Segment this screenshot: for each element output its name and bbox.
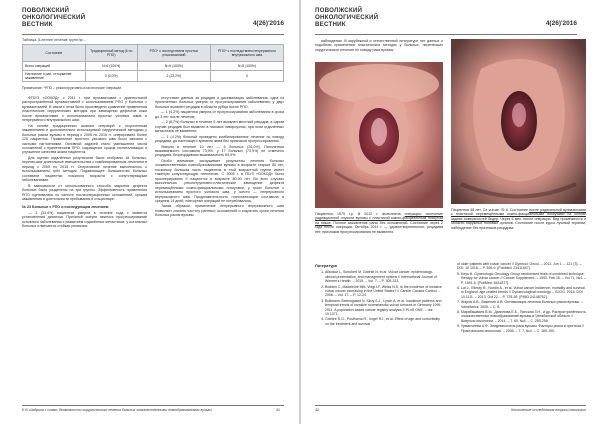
page-number: 41 bbox=[276, 408, 280, 412]
paragraph: ФГБУЗ «ООКОД» с 2011 г. при вульвэктомии с диагностикой распространённой вульвэктомией с использованием РПО у больных с вульвэктомией. В связи с этим было произведено сравнение применения пластических хирургических методик при замещении дефектов кожи после вульвэктомии с использованием простых узловых швов и непрерывного внутрикожного шва. bbox=[22, 96, 147, 123]
page-footer: Е.В. Шадрина с соавт. Возможности хирургического лечения больных злокачественными новообразованиями вульвы bbox=[22, 408, 212, 412]
reference-item: 1. Allsoluut L, Schubert M, Gabriel N, et al. Vulvar cancer: epidemiology, clinical presentation, and management options // International Journal of Women's Health. – 2015. – Vol. 7. – P. 305-313. bbox=[325, 270, 443, 283]
photo-caption-2 bbox=[451, 208, 586, 230]
reference-item: 3. Buttmann-Steensgaard N, Skuy S.J., Lynch A. et al. Incidence patterns and temporal trends of invasive nonmelanotic vulvar tumours in Germany 1999-2011. A population-based cancer registry analysis // PLoS ONE. – doi: 10.1371. bbox=[325, 299, 443, 317]
clinical-photo-1 bbox=[315, 62, 443, 208]
clinical-photo-2-image bbox=[451, 39, 586, 204]
paragraph: Особо внимание заслуживает результаты лечения больных злокачественными новообразованиями вульвы в возрасте старше 80 лет, поскольку большая часть пациентов в этой возрастной группе имеет тяжёлую сопутствующую патологию. С 2005 г. в ГБУЗ «ООКОД» было прооперировано 9 пациенток в возрасте 80-90 лет. Во всех случаях выполнялось реконструктивно-пластическое замещение дефекта перемещёнными кожно-фасциальными лоскутами, у троих больных с использованием простого узлового шва, у шести — непрерывного внутрикожного шва. Продолжительность госпитализации составила в среднем 14 дней, повторных операций не потребовалось. bbox=[155, 158, 284, 203]
references-list bbox=[315, 270, 443, 326]
journal-name bbox=[315, 7, 577, 28]
page-header bbox=[315, 7, 577, 33]
caption-text: Через 6 мес. после операции. Вид промежности и области наружных половых органов. Состояние после курса лучевой терапии, наблюдение без признаков рецидива. bbox=[451, 216, 586, 230]
table-cell: Нагноение п.ран, отторжение заживление bbox=[23, 71, 86, 82]
table-header-cell: РПО* с последствием простых ульскаэзиоиий bbox=[137, 45, 210, 62]
caption-text: Полное заживление раны без осложнений. Состояние через 2 года после операции. Октябрь 2014 г. — удовлетворительное, рецидива нет, признаков прогрессирования не выявлено. bbox=[315, 220, 443, 234]
paragraph: отсутствие данных за рецидив и дисеминацию заболевания; одна из пролеченных больных умерла от прогрессирования заболевания; у двух больных выявлен рецидив в области рубца после РПО. bbox=[155, 96, 284, 109]
table-header-cell: РПО* с последствием непрерывного внутрикожного шва bbox=[210, 45, 283, 62]
header-rule bbox=[22, 34, 284, 35]
page-number: 42 bbox=[315, 408, 319, 412]
table-cell: 0 bbox=[210, 71, 283, 82]
paragraph: В зависимости от использованного способа закрытия дефекта больные были разделены на три группы. Эффективность применения РПО оценивалась по частоте послеоперационных осложнений, срокам заживления и длительности пребывания в стационаре. bbox=[22, 183, 147, 201]
reference-item: 8. Марабашвили В.М., Данилова Е.Б., Пинская З.Н., и др. Распространённость злокачественных новообразований вульвы в Челябинской области // Вопросы онкологии. – 2014. – Т. 60, №4. – С. 250-256. bbox=[461, 310, 586, 323]
paragraph: На основе традиционных шовных операций с отсроченным заживлением и дополнительно используемой хирургической методики у больных раком вульвы в период с 2005 по 2015 гг. оперировано более 120 пациенток. Применение простого узлового шва было связано с частыми нагноениями. Основной задачей стало уменьшение числа осложнений с применением ПРО, сокращение сроков госпитализации и улучшение качества жизни пациенток. bbox=[22, 123, 147, 155]
page-footer: Клинические исследования вопросы онкологии bbox=[511, 408, 586, 412]
reference-item: 6. Lai J., Elleray R., Nordin A., et al. Vulval cancer incidence, mortality and survival in England: age-related trends // Gynaecological oncology. – BJOG. 2014; DOI 10.1111. – 2013. Oct 22. – P. 728-39. [PMID 24148762]. bbox=[461, 286, 586, 299]
table-header-row bbox=[23, 45, 284, 62]
paragraph: — 1 (4,2%) пациентка умерла от прогрессирования заболевания в сроки до 3 лет после лечения; bbox=[155, 110, 284, 119]
table-header-cell: Состояние bbox=[23, 45, 86, 62]
caption-text: Пациентка 1975 г.р. В 2012 г. выполнена bbox=[315, 212, 405, 216]
table-header-cell: Традиционный метод (6 по РПО) bbox=[85, 45, 137, 62]
references-column-1 bbox=[315, 264, 443, 327]
clinical-photo-2 bbox=[451, 39, 586, 204]
table-title: Таблица. 5-летнее лечение групп пр... bbox=[22, 38, 86, 42]
caption-underlined: после радикальной вульвэктомии с пластикой перемещёнными кожно-фасциальными лоскутами на основе задних поверхностей бедер. bbox=[451, 208, 586, 221]
reference-item: of older patients with vulvar cancer // Gynecol. Oncol. – 2011. Jun 1. – 121 (3). – DOI: 10.1016. – P. 595-9. [PubMed: 21411647]. bbox=[457, 262, 582, 271]
table-cell: N=9 (100%) bbox=[137, 62, 210, 71]
issue-number: 4(26)'2016 bbox=[252, 20, 284, 27]
footer-rule bbox=[315, 405, 586, 406]
journal-name-line: ОНКОЛОГИЧЕСКИЙ bbox=[315, 14, 379, 21]
journal-name-line: ВЕСТНИК bbox=[315, 21, 346, 28]
results-table bbox=[22, 44, 284, 82]
left-column-2 bbox=[155, 96, 284, 401]
clinical-photo-1-image bbox=[315, 62, 443, 208]
paragraph: Умерли в течение 10 лет — 6 больных (26,0%). Пятилетняя выживаемость составила 73,9%, у 17 больных (73,9%) не отмечено рецидива, безрецидивная выживаемость 69,5%. bbox=[155, 144, 284, 158]
left-column-1 bbox=[22, 96, 147, 401]
journal-name-line: ОНКОЛОГИЧЕСКИЙ bbox=[22, 14, 86, 21]
references-list-continued bbox=[451, 272, 586, 333]
footer-rule bbox=[22, 405, 284, 406]
table-row bbox=[23, 62, 284, 71]
paragraph: Таким образом, применение непрерывного внутрикожного шва позволяет снизить частоту раневых осложнений и сократить сроки лечения больных раком вульвы. bbox=[155, 204, 284, 218]
right-page bbox=[301, 0, 600, 424]
references-column-2 bbox=[451, 262, 586, 334]
paragraph: — 1 (4,2%) больной проведено комбинированное лечение по поводу рецидива, до настоящего времени жива без признаков прогрессирования. bbox=[155, 134, 284, 144]
reference-item: 7. Жаров А.В., Важенин А.В. Оптимизация лечения больных раком вульвы. – Челябинск, 2005. – С. 8. bbox=[461, 300, 586, 309]
issue-number: 4(26)'2016 bbox=[545, 20, 577, 27]
paragraph: — 2 (8,7%) больных в течение 5 лет выявлен местный рецидив; в одном случае рецидив был выявлен в паховых лимфоузлах, при этом отдалённых метастазов не выявлено; bbox=[155, 120, 284, 134]
reference-item: 2. Bodden C, Madeleine MM, Voigt LF, Weiss N.S. Is the incidence of invasive vulvar cancer increasing in the United States? // Cancer Causes Control. – 2006. – Vol. 17. – P. 12-24. bbox=[325, 285, 443, 298]
reference-item: 9. Урманчеева А.Ф. Эпидемиология рака вульвы. Факторы риска и прогноза // Практическая онкология. – 2006. – Т. 7, №4. – С. 189-190. bbox=[461, 324, 586, 333]
photo-caption-1 bbox=[315, 212, 443, 234]
header-rule bbox=[315, 34, 577, 35]
references-title: Литература bbox=[315, 264, 337, 268]
section-subhead: № 23 Больные с РПО и последующим лечением bbox=[22, 205, 109, 210]
table-cell: 0 (0,0%) bbox=[85, 71, 137, 82]
references-list-continued bbox=[451, 262, 586, 271]
page-header bbox=[22, 7, 284, 33]
caption-text: Пациентка 48 лет, Ca vulvae. St II. Состояние bbox=[451, 208, 530, 212]
paragraph: Для оценки отдалённых результатов были отобраны 18 больных, перенесших длительные вмешательства с комбинированным лечением в период с 2005 по 2015 гг. Оперативное лечение выполнялось с использованием трёх методик. Подавляющее большинство больных составили пациентки пожилого возраста с сопутствующими заболеваниями. bbox=[22, 155, 147, 183]
left-page bbox=[0, 0, 299, 424]
journal-name bbox=[22, 7, 284, 28]
caption-underlined: операция: иссечение радиационной опухоли вульвы с пластикой кожно-фасциальным лоскутом на ножке. bbox=[315, 212, 443, 225]
table-cell: N=8 (100%) bbox=[210, 62, 283, 71]
table-cell: 2 (22,2%) bbox=[137, 71, 210, 82]
paragraph: — 3 (33,4%) пациентки умерли в течение года с момента установления диагноза. Причиной смерти явилось прогрессирование основного заболевания с развитием отдалённых метастазов, у остальных больных отмечается стойкая ремиссия. bbox=[22, 210, 147, 229]
reference-item: 5. Keys H. Gynecologic Oncology Group randomized trials of combined technique therapy for vulvar cancer // Cancer Supplement. – 1993. Feb 15. – Vol 71, №4. – P. 1691-6. [PubMed: 8431877]. bbox=[461, 272, 586, 285]
table-cell: N=6 (100%) bbox=[85, 62, 137, 71]
journal-name-line: ВЕСТНИК bbox=[22, 21, 53, 28]
table-note: Примечание: *РПО – реконструктивно-пластические операции bbox=[22, 86, 121, 90]
table-cell: Всего операций bbox=[23, 62, 86, 71]
paragraph: наблюдения. В зарубежной и отечественной литературе нет данных о подобном применении пластических методик у больных, перенесших хирургическое лечение по поводу рака вульвы. bbox=[315, 39, 443, 52]
table-row bbox=[23, 71, 284, 82]
reference-item: 4. Ghebre R.G., Posthuma R., Vogel R.I., et al. Effect of age and comorbidity on the treatment and survival bbox=[325, 317, 443, 326]
journal-name-line: ПОВОЛЖСКИЙ bbox=[22, 7, 70, 14]
journal-name-line: ПОВОЛЖСКИЙ bbox=[315, 7, 363, 14]
